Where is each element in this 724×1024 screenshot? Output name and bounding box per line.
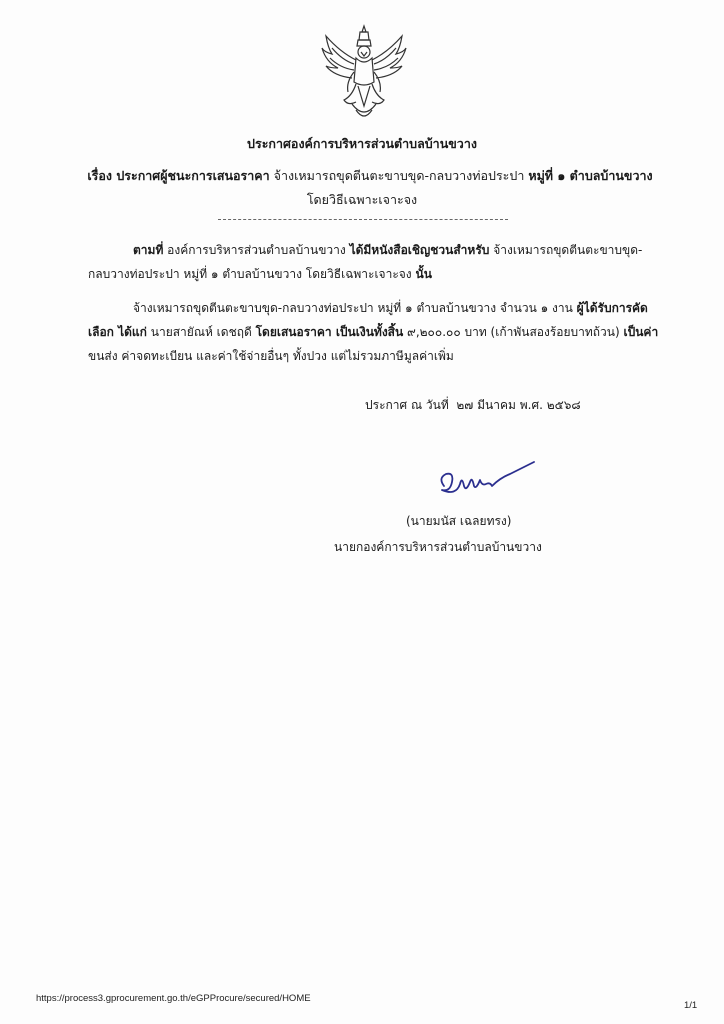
p2-line2-b: นายสายัณห์ เดชฤดี (146, 325, 256, 339)
page-number: 1/1 (684, 1000, 698, 1011)
p1-line2: กลบวางท่อประปา หมู่ที่ ๑ ตำบลบ้านขวาง โดยวิธีเฉพาะเจาะจง (88, 267, 416, 281)
p2-line2-a: เลือก ได้แก่ (88, 325, 147, 339)
p2-line2-e: เป็นค่า (623, 325, 659, 339)
p1-job: จ้างเหมารถขุดตีนตะขาบขุด- (489, 243, 643, 257)
org-title: ประกาศองค์การบริหารส่วนตำบลบ้านขวาง (247, 136, 477, 151)
subject-label: เรื่อง ประกาศผู้ชนะการเสนอราคา (87, 168, 270, 183)
paragraph-2-line-2 (88, 320, 662, 344)
paragraph-1-line-2 (88, 262, 662, 286)
paragraph-1-line-1 (133, 238, 707, 262)
p1-org: องค์การบริหารส่วนตำบลบ้านขวาง (163, 243, 350, 257)
paragraph-2-line-3: ขนส่ง ค่าจดทะเบียน และค่าใช้จ่ายอื่นๆ ทั้งปวง แต่ไม่รวมภาษีมูลค่าเพิ่ม (88, 349, 454, 363)
announce-date: ๒๗ มีนาคม พ.ศ. ๒๕๖๘ (456, 398, 581, 412)
subject-text: จ้างเหมารถขุดตีนตะขาบขุด-กลบวางท่อประปา (269, 168, 529, 183)
footer-url: https://process3.gprocurement.go.th/eGPProcure/secured/HOME (36, 993, 311, 1004)
divider (218, 219, 508, 220)
paragraph-2-line-1 (133, 296, 707, 320)
p1-invite: ได้มีหนังสือเชิญชวนสำหรับ (349, 243, 490, 257)
handwritten-signature (430, 456, 540, 504)
announce-date-line (365, 396, 581, 415)
p1-end: นั้น (415, 267, 432, 281)
p1-lead: ตามที่ (133, 243, 164, 257)
signer-position: นายกองค์การบริหารส่วนตำบลบ้านขวาง (334, 540, 542, 554)
subject-moo: หมู่ที่ ๑ ตำบลบ้านขวาง (528, 168, 653, 183)
p2-winner-label: ผู้ได้รับการคัด (576, 301, 648, 315)
signer-name: (นายมนัส เฉลยทรง) (406, 514, 512, 528)
p2-line2-c: โดยเสนอราคา เป็นเงินทั้งสิ้น (255, 325, 404, 339)
p2-line1: จ้างเหมารถขุดตีนตะขาบขุด-กลบวางท่อประปา หมู่ที่ ๑ ตำบลบ้านขวาง จำนวน ๑ งาน (133, 301, 577, 315)
procurement-method: โดยวิธีเฉพาะเจาะจง (306, 192, 418, 207)
announce-label: ประกาศ ณ วันที่ (365, 398, 449, 412)
subject-line (60, 166, 680, 186)
p2-line2-d: ๙,๒๐๐.๐๐ บาท (เก้าพันสองร้อยบาทถ้วน) (403, 325, 624, 339)
garuda-emblem-icon (318, 22, 410, 126)
